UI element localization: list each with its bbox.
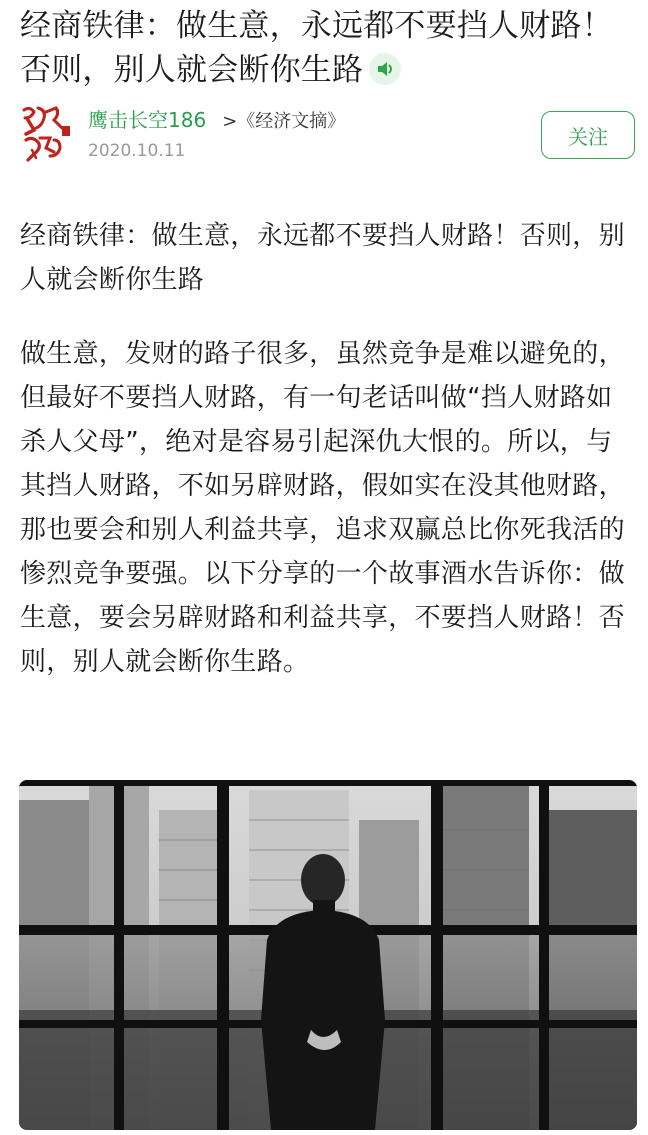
follow-button[interactable]: 关注 xyxy=(541,111,635,159)
column-link[interactable]: >《经济文摘》 xyxy=(222,111,346,132)
article-paragraph-2: 做生意，发财的路子很多，虽然竞争是难以避免的，但最好不要挡人财路，有一句老话叫做“挡人财路如杀人父母”，绝对是容易引起深仇大恨的。所以，与其挡人财路，不如另辟财路，假如实在没其他财路，那也要会和别人利益共享，追求双赢总比你死我活的惨烈竞争要强。以下分享的一个故事酒水告诉你：做生意，要会另辟财路和利益共享，不要挡人财路！否则，别人就会断你生路。 xyxy=(20,339,625,677)
man-at-window-photo[interactable] xyxy=(19,780,637,1130)
speaker-icon[interactable] xyxy=(369,53,401,85)
article-paragraph-1: 经商铁律：做生意，永远都不要挡人财路！否则，别人就会断你生路 xyxy=(20,221,625,295)
article-title-text: 经商铁律：做生意，永远都不要挡人财路！否则，别人就会断你生路 xyxy=(20,8,613,88)
publish-date: 2020.10.11 xyxy=(88,141,186,161)
author-name[interactable]: 鹰击长空186 xyxy=(88,108,207,132)
article-title xyxy=(20,4,620,92)
author-info xyxy=(88,106,345,136)
calligraphy-seal-avatar[interactable] xyxy=(18,100,74,164)
